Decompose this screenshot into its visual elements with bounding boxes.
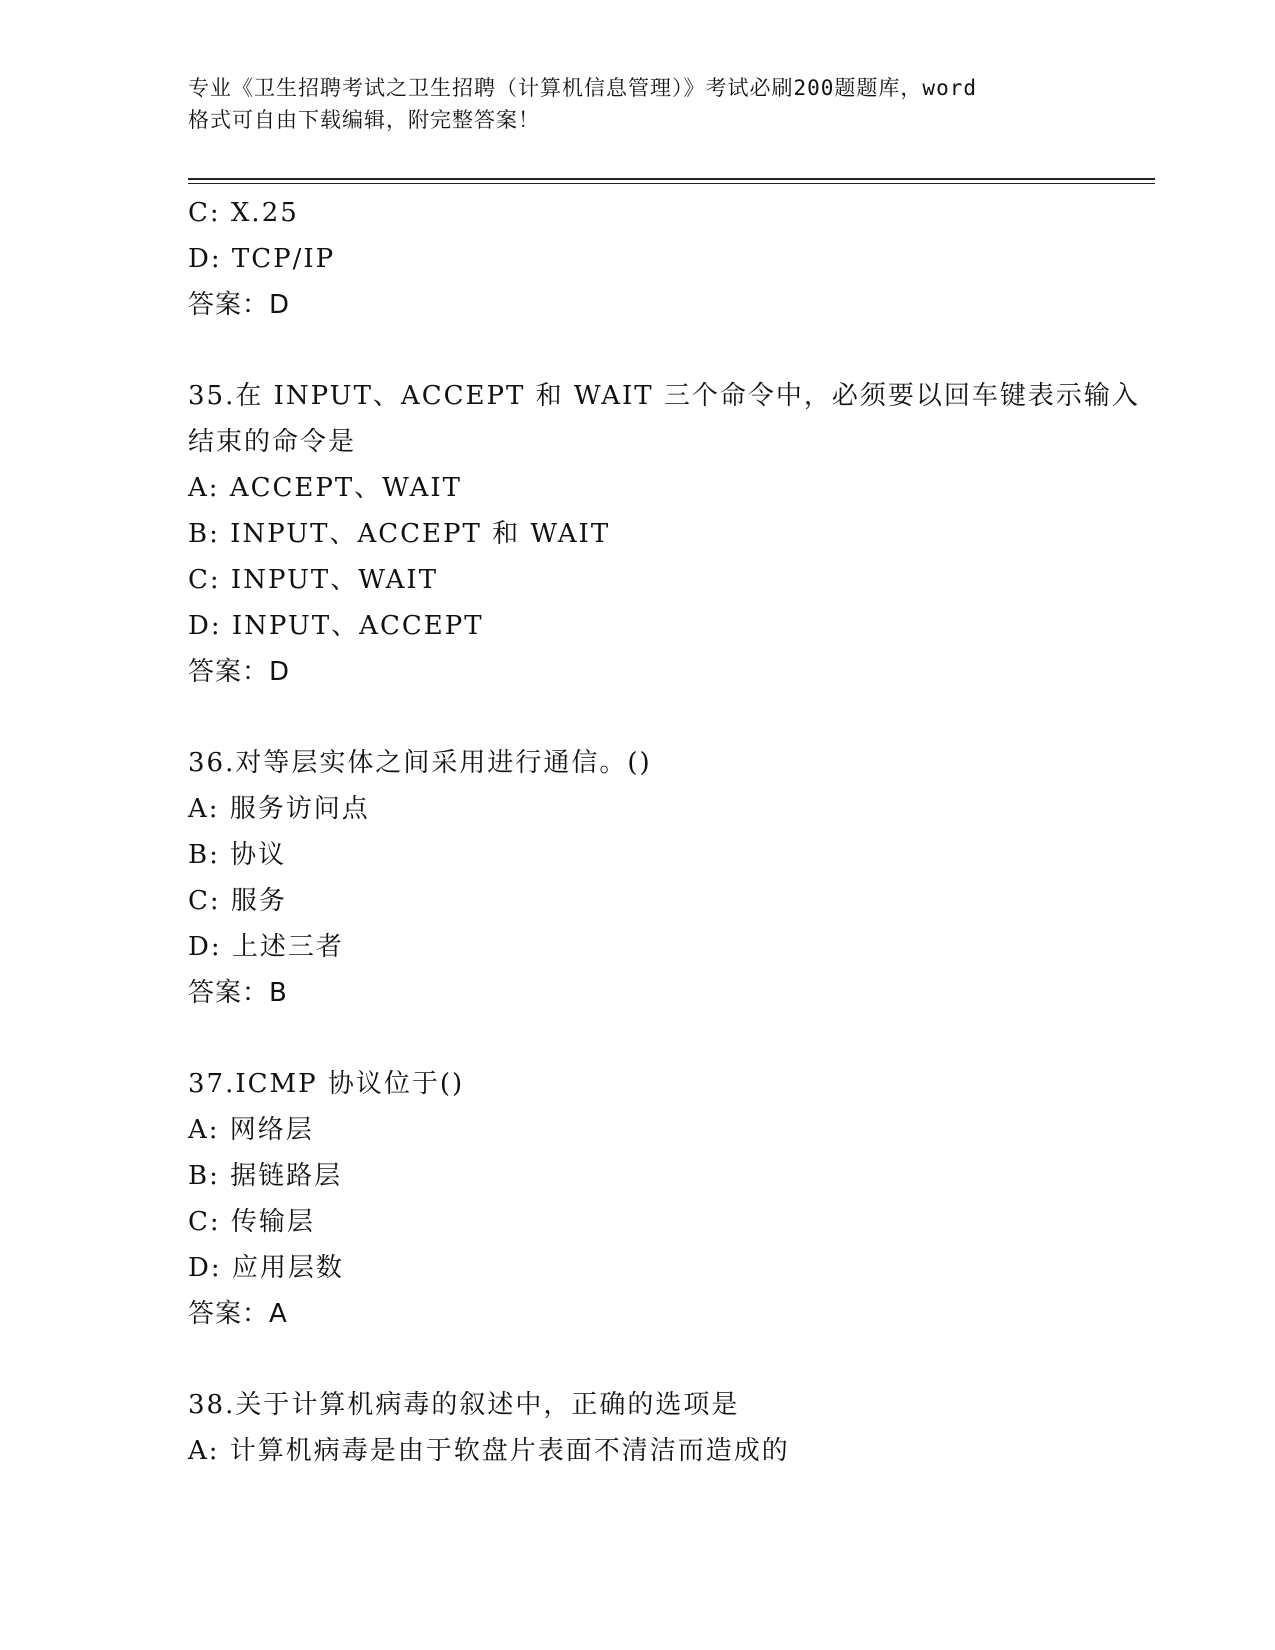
option-d: D: 应用层数 xyxy=(188,1253,344,1283)
option-d: D: 上述三者 xyxy=(188,932,344,962)
option-d: D: TCP/IP xyxy=(188,244,336,274)
question-37 xyxy=(188,1061,1088,1337)
option-a: A: 服务访问点 xyxy=(188,794,370,824)
answer-line: 答案：B xyxy=(188,978,288,1008)
question-title: 36.对等层实体之间采用进行通信。() xyxy=(188,748,652,778)
question-title: 35.在 INPUT、ACCEPT 和 WAIT 三个命令中，必须要以回车键表示输入 xyxy=(188,381,1140,411)
option-b: B: INPUT、ACCEPT 和 WAIT xyxy=(188,519,611,549)
question-36 xyxy=(188,740,1088,1016)
option-b: B: 据链路层 xyxy=(188,1161,343,1191)
header-line-1: 专业《卫生招聘考试之卫生招聘（计算机信息管理）》考试必刷200题题库，word xyxy=(188,76,977,100)
spacer xyxy=(188,1016,1088,1061)
question-title: 38.关于计算机病毒的叙述中，正确的选项是 xyxy=(188,1390,740,1420)
answer-line: 答案：D xyxy=(188,657,291,687)
option-c: C: 传输层 xyxy=(188,1207,315,1237)
document-body xyxy=(188,190,1140,1474)
option-a: A: 网络层 xyxy=(188,1115,314,1145)
option-c: C: INPUT、WAIT xyxy=(188,565,439,595)
option-c: C: X.25 xyxy=(188,198,299,228)
question-38 xyxy=(188,1382,1088,1474)
header-divider xyxy=(188,178,1155,184)
question-34-tail xyxy=(188,190,1088,328)
option-b: B: 协议 xyxy=(188,840,287,870)
answer-line: 答案：D xyxy=(188,290,291,320)
spacer xyxy=(188,1337,1088,1382)
question-35 xyxy=(188,373,1140,695)
question-title: 37.ICMP 协议位于() xyxy=(188,1069,465,1099)
answer-line: 答案：A xyxy=(188,1299,288,1329)
option-a: A: ACCEPT、WAIT xyxy=(188,473,462,503)
document-header xyxy=(188,72,1088,136)
question-title-continued: 结束的命令是 xyxy=(188,427,357,457)
spacer xyxy=(188,328,1088,373)
header-line-2: 格式可自由下载编辑，附完整答案！ xyxy=(188,108,540,132)
option-a: A: 计算机病毒是由于软盘片表面不清洁而造成的 xyxy=(188,1436,790,1466)
option-c: C: 服务 xyxy=(188,886,287,916)
spacer xyxy=(188,695,1088,740)
option-d: D: INPUT、ACCEPT xyxy=(188,611,484,641)
